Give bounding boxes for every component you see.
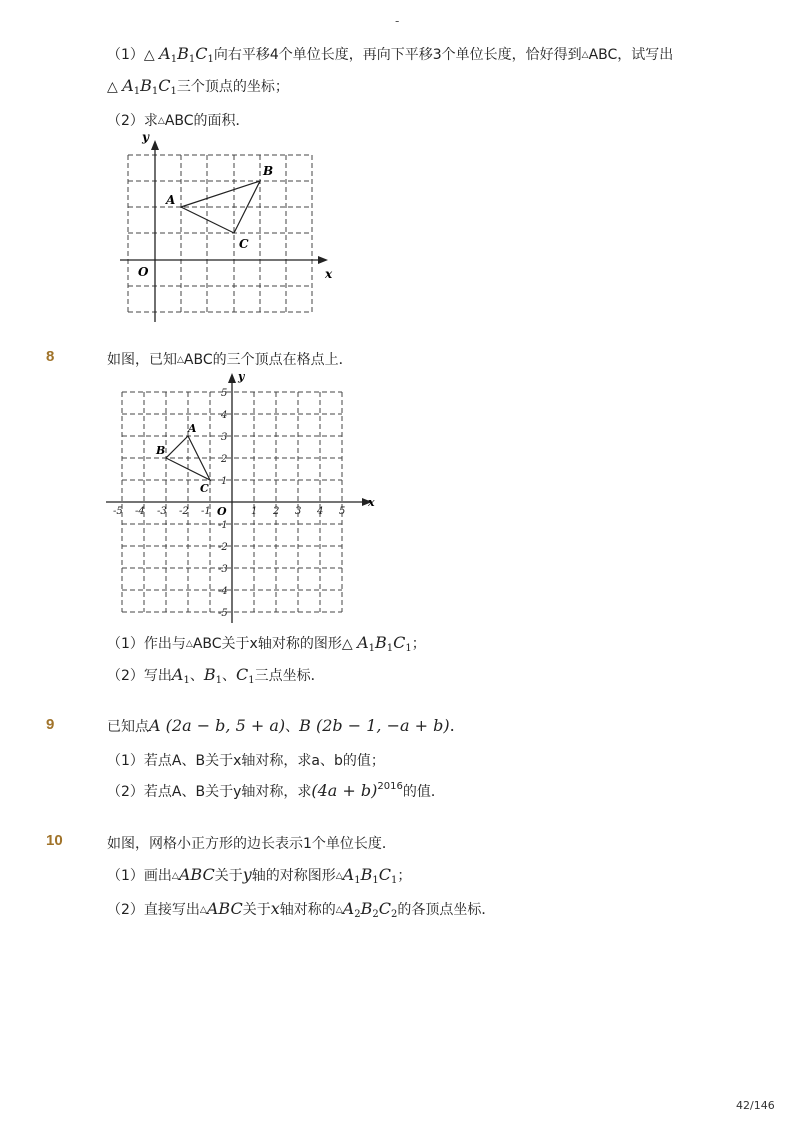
q8-part2: （2）写出$A_1$、$B_1$、$C_1$三点坐标．	[107, 665, 325, 686]
q8-label-x: x	[368, 496, 375, 509]
q8-label-o: O	[217, 505, 227, 518]
q8-label-y: y	[238, 370, 245, 383]
q8-tick-y: -4	[218, 586, 228, 597]
q8-label-a: A	[188, 422, 197, 435]
q7-part1-line2: △ $A_1B_1C_1$三个顶点的坐标；	[107, 76, 289, 97]
q10-part1: （1）画出△ABC关于y轴的对称图形$\triangle A_1B_1C_1$；	[107, 865, 412, 886]
q8-tick-x: 4	[317, 506, 324, 517]
q8-label-b: B	[156, 444, 166, 457]
q8-part1: （1）作出与△ABC关于x轴对称的图形△ $A_1B_1C_1$；	[107, 633, 426, 654]
q10-intro: 如图，网格小正方形的边长表示1个单位长度．	[107, 836, 396, 852]
q8-tick-x: -5	[113, 506, 123, 517]
q9-part1: （1）若点A、B关于x轴对称，求a、b的值；	[107, 753, 385, 769]
q9-intro: 已知点A (2a − b, 5 + a)、B (2b − 1, −a + b).	[107, 716, 455, 735]
q7-part2: （2）求△ABC的面积．	[107, 113, 250, 129]
q7-label-c: C	[239, 237, 249, 251]
q8-tick-y: 2	[221, 454, 228, 465]
q8-tick-x: 1	[251, 506, 258, 517]
q8-intro: 如图，已知△ABC的三个顶点在格点上．	[107, 352, 353, 368]
q8-tick-x: -1	[201, 506, 211, 517]
q8-tick-y: -2	[218, 542, 228, 553]
q8-tick-x: -2	[179, 506, 189, 517]
q8-label-c: C	[200, 482, 209, 495]
q7-label-a: A	[166, 193, 176, 207]
q7-figure-grid	[118, 130, 343, 330]
q8-tick-x: 5	[339, 506, 346, 517]
q8-tick-y: 1	[221, 476, 228, 487]
q9-number: 9	[46, 716, 55, 733]
page-number: 42/146	[736, 1099, 775, 1112]
q8-tick-y: -1	[218, 520, 228, 531]
q7-label-b: B	[263, 164, 274, 178]
q8-tick-y: 4	[221, 410, 228, 421]
q8-number: 8	[46, 348, 55, 365]
q8-tick-x: 2	[273, 506, 280, 517]
header-mark: -	[395, 14, 400, 28]
q8-tick-x: -3	[157, 506, 167, 517]
q8-tick-y: -5	[218, 608, 228, 619]
q8-tick-x: -4	[135, 506, 145, 517]
q10-number: 10	[46, 832, 63, 849]
q8-tick-y: 3	[221, 432, 228, 443]
q8-tick-y: 5	[221, 388, 228, 399]
q7-label-o: O	[138, 265, 149, 279]
q8-tick-y: -3	[218, 564, 228, 575]
q9-part2: （2）若点A、B关于y轴对称，求$(4a + b)^{2016}$的值．	[107, 781, 445, 800]
q7-part1-line1: （1）△ $A_1B_1C_1$向右平移4个单位长度，再向下平移3个单位长度，恰好得到△ABC，试写出	[107, 44, 674, 65]
q10-part2: （2）直接写出△ABC关于x轴对称的$\triangle A_2B_2C_2$的各顶点坐标．	[107, 899, 496, 920]
q8-figure-grid	[98, 368, 383, 633]
q8-tick-x: 3	[295, 506, 302, 517]
q7-label-x: x	[325, 267, 333, 281]
q7-label-y: y	[142, 130, 149, 144]
